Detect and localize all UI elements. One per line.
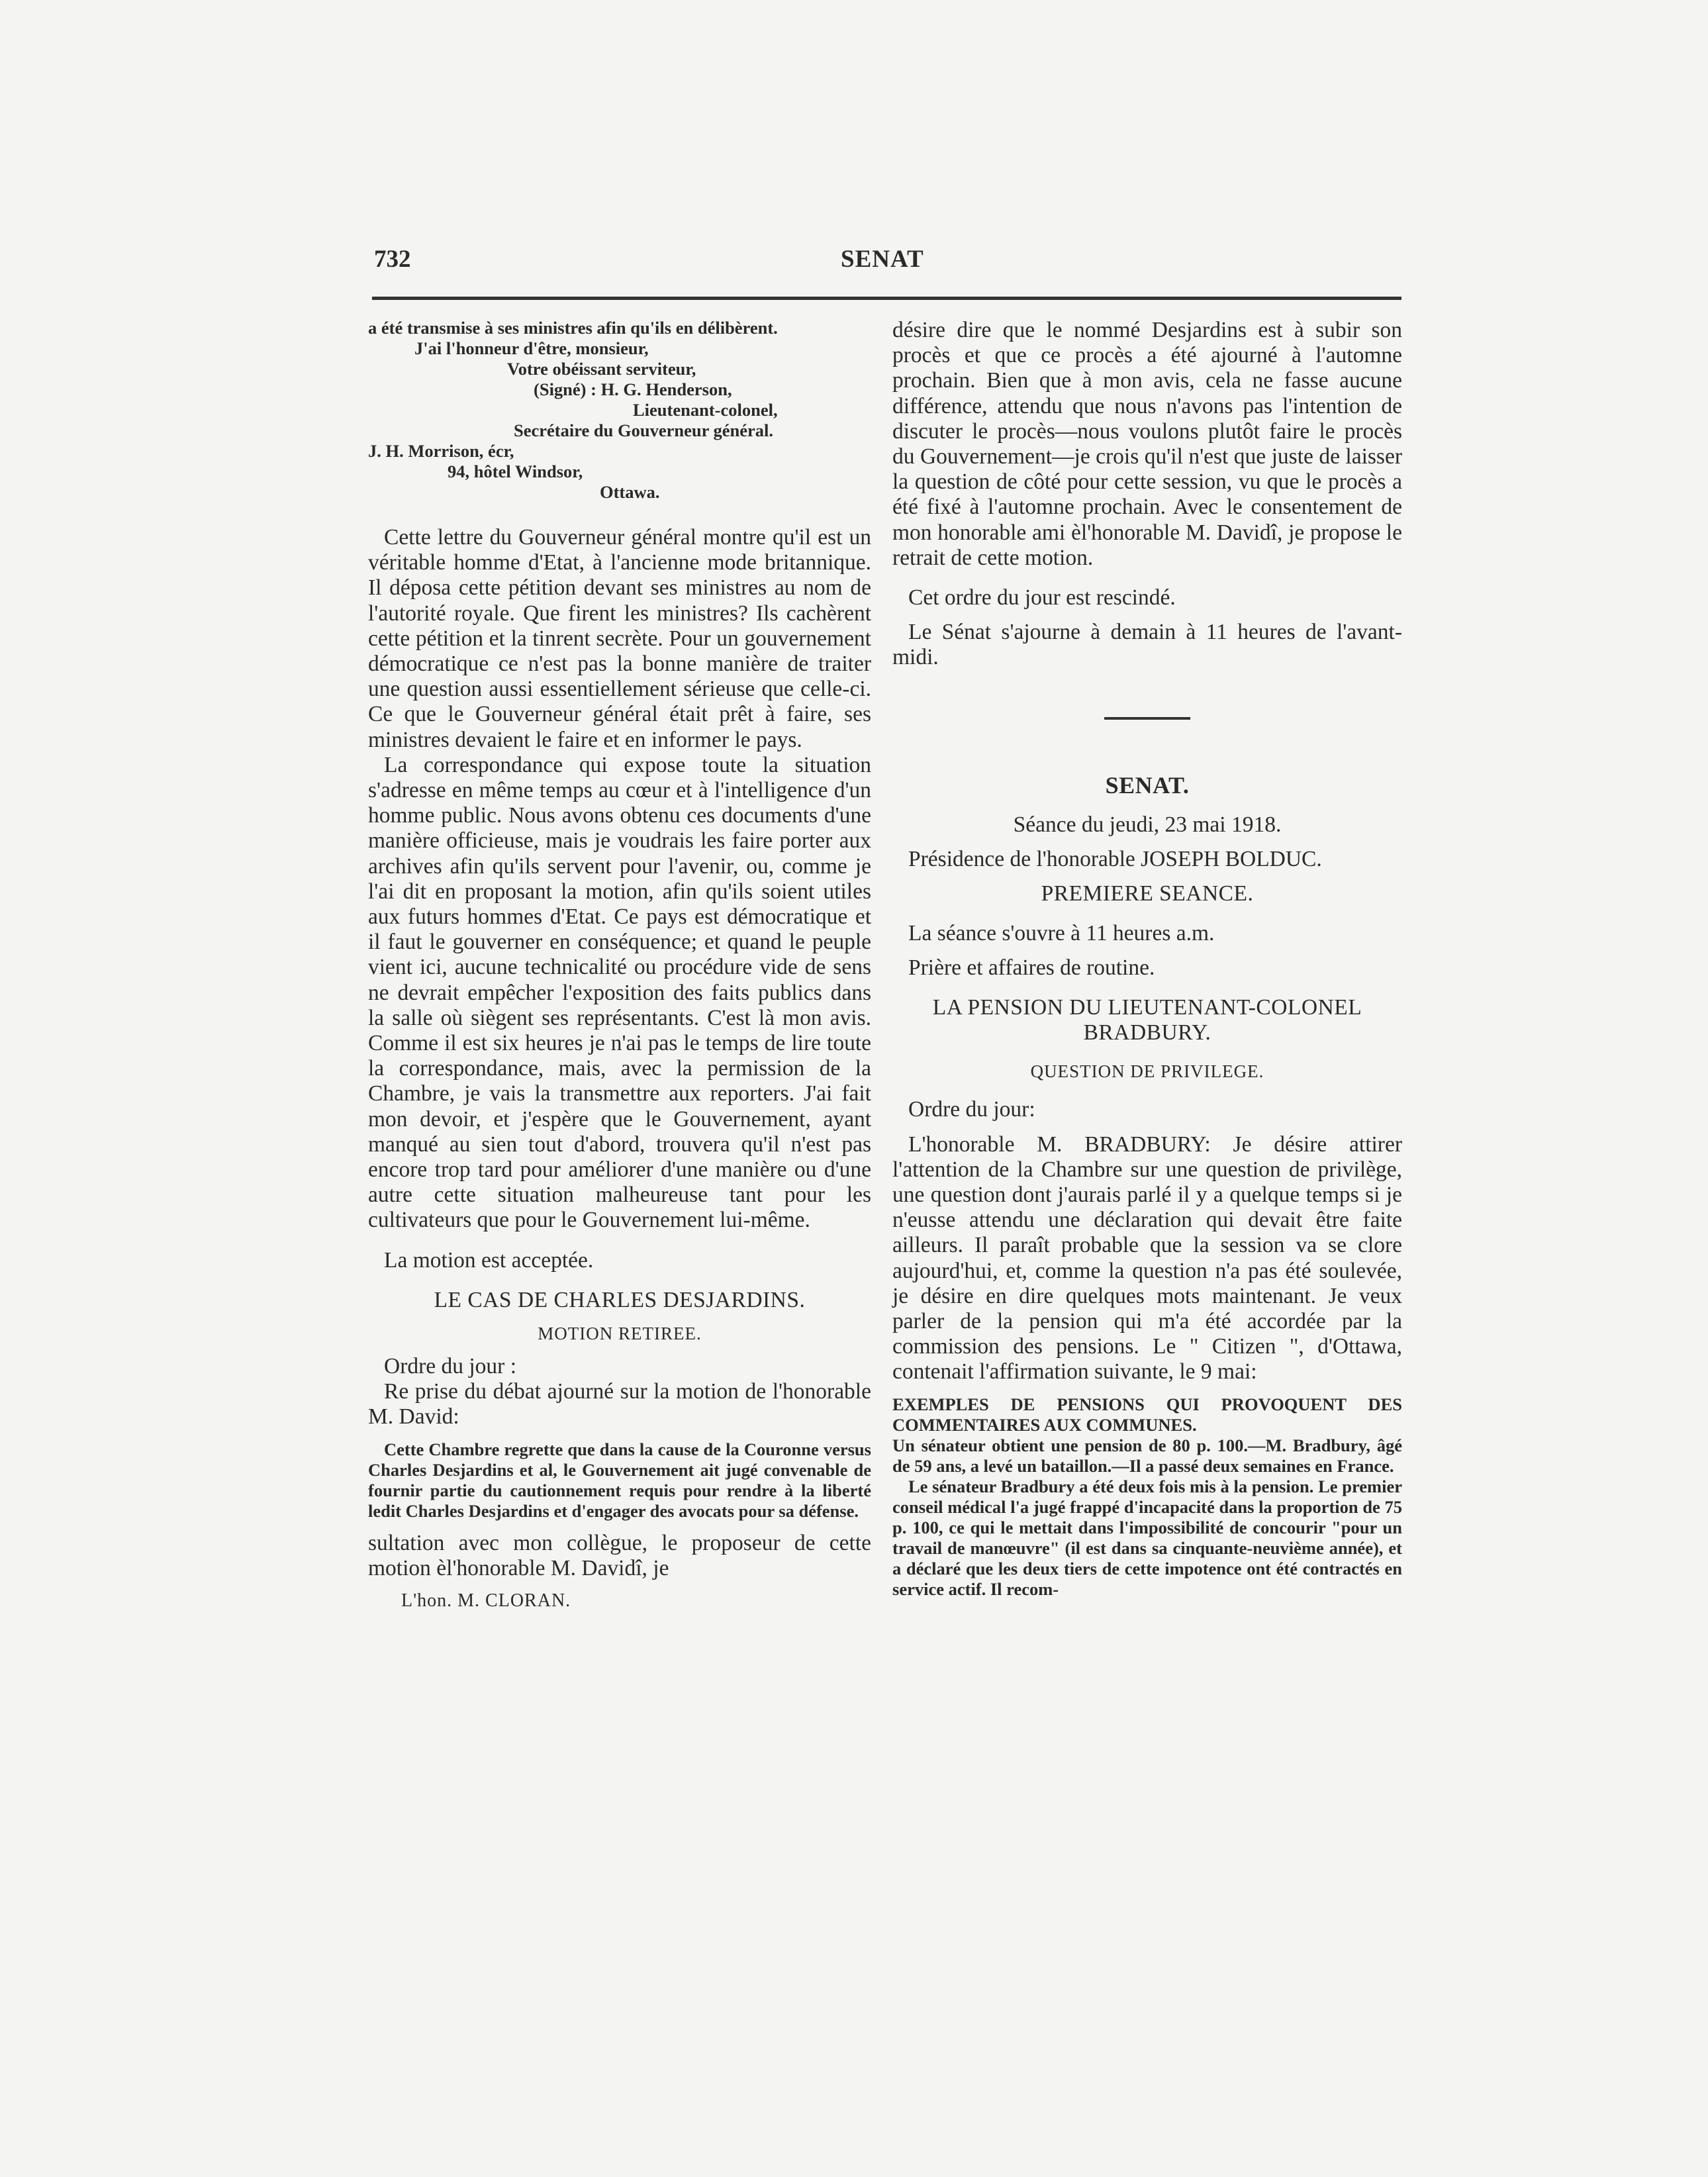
session-date: Séance du jeudi, 23 mai 1918. bbox=[1013, 812, 1282, 837]
rescinded-text: Cet ordre du jour est rescindé. bbox=[908, 585, 1176, 610]
letter-line: Ottawa. bbox=[600, 482, 660, 502]
paragraph: Cette lettre du Gouverneur général montre qu'il est un véritable homme d'Etat, à l'ancienne mode britannique. Il déposa cette pétition devant ses ministres au nom de l'autorité royale. Que firent les ministres? Ils cachèrent cette pétition et la tinrent secrète. Pour un gouvernement démocratique ce n'est pas la bonne manière de traiter une question aussi essentiellement sérieuse que celle-ci. Ce que le Gouverneur général était prêt à faire, ses ministres devaient le faire et en informer le pays. bbox=[368, 525, 871, 752]
quote-heading: EXEMPLES DE PENSIONS QUI PROVOQUENT DES COMMENTAIRES AUX COMMUNES. bbox=[892, 1394, 1402, 1435]
prayer-text: Prière et affaires de routine. bbox=[908, 955, 1155, 981]
letter-line: 94, hôtel Windsor, bbox=[448, 461, 583, 481]
letter-line: a été transmise à ses ministres afin qu'ils en délibèrent. bbox=[368, 318, 778, 338]
paragraph: sultation avec mon collègue, le proposeur de cette motion èl'honorable M. Davidî, je bbox=[368, 1530, 871, 1580]
quote-body: Le sénateur Bradbury a été deux fois mis à la pension. Le premier conseil médical l'a jugé frappé d'incapacité dans la proportion de 75 p. 100, ce qui le mettait dans l'impossibilité de concourir "pour un travail de manœuvre" (il est dans sa cinquante-neuvième année), et a déclaré que les deux tiers de cette impotence ont été contractés en service actif. Il recom- bbox=[892, 1476, 1402, 1599]
page-header-title: SENAT bbox=[841, 246, 924, 273]
letter-line: Lieutenant-colonel, bbox=[633, 400, 778, 420]
motion-accepted: La motion est acceptée. bbox=[384, 1247, 594, 1273]
adjourn-text: Le Sénat s'ajourne à demain à 11 heures de l'avant-midi. bbox=[892, 620, 1402, 670]
left-column bbox=[368, 318, 871, 1611]
letter-line: J'ai l'honneur d'être, monsieur, bbox=[414, 338, 649, 358]
letter-closing bbox=[368, 318, 871, 503]
paragraph: désire dire que le nommé Desjardins est à subir son procès et que ce procès a été ajourné à l'automne prochain. Bien que à mon avis, cela ne fasse aucune différence, attendu que nous n'avons pas l'intention de discuter le procès—nous voulons plutôt faire le procès du Gouvernement—je crois qu'il n'est que juste de laisser la question de côté pour cette session, vu que le procès a été fixé à l'automne prochain. Avec le consentement de mon honorable ami èl'honorable M. Davidî, je propose le retrait de cette motion. bbox=[892, 318, 1402, 570]
presidency-text: Présidence de l'honorable JOSEPH BOLDUC. bbox=[908, 846, 1322, 871]
section-subheading: MOTION RETIREE. bbox=[538, 1323, 702, 1343]
letter-line: (Signé) : H. G. Henderson, bbox=[534, 379, 732, 399]
right-column bbox=[892, 318, 1402, 1600]
letter-line: Votre obéissant serviteur, bbox=[507, 359, 696, 379]
first-sitting-heading: PREMIERE SEANCE. bbox=[1041, 881, 1254, 906]
opening-text: La séance s'ouvre à 11 heures a.m. bbox=[908, 921, 1215, 946]
paragraph: La correspondance qui expose toute la situation s'adresse en même temps au cœur et à l'intelligence d'un homme public. Nous avons obtenu ces documents d'une manière officieuse, mais je voudrais les faire porter aux archives afin qu'ils servent pour l'avenir, ou, comme je l'ai dit en proposant la motion, afin qu'ils soient utiles aux futurs hommes d'Etat. Ce pays est démocratique et il faut le gouverner en conséquence; et quand le peuple vient ici, aucune technicalité ou procédure vide de sens ne devrait empêcher l'exposition des faits publics dans la salle où siègent ses représentants. C'est là mon avis. Comme il est six heures je n'ai pas le temps de lire toute la correspondance, mais, avec la permission de la Chambre, je vais la transmettre aux reporters. J'ai fait mon devoir, et j'espère que le Gouvernement, ayant manqué au sien tout d'abord, trouvera qu'il n'est pas encore trop tard pour améliorer d'une manière ou d'une autre cette situation malheureuse tant pour les cultivateurs que pour le Gouvernement lui-même. bbox=[368, 752, 871, 1233]
page-number: 732 bbox=[374, 246, 411, 273]
privilege-heading: QUESTION DE PRIVILEGE. bbox=[1030, 1061, 1264, 1082]
quote-subheading: Un sénateur obtient une pension de 80 p. 100.—M. Bradbury, âgé de 59 ans, a levé un bataillon.—Il a passé deux semaines en France. bbox=[892, 1435, 1402, 1476]
order-of-day: Ordre du jour : bbox=[384, 1353, 517, 1379]
letter-line: J. H. Morrison, écr, bbox=[368, 441, 514, 461]
header-rule bbox=[372, 297, 1401, 300]
bradbury-speech: L'honorable M. BRADBURY: Je désire attirer l'attention de la Chambre sur une question de privilège, une question dont j'aurais parlé il y a quelque temps si je n'eusse attendu une déclaration qui devait être faite ailleurs. Il paraît probable que la session va se clore aujourd'hui, et, comme la question n'a pas été soulevée, je désire en dire quelques mots maintenant. Je veux parler de la pension qui m'a été accordée par la commission des pensions. Le " Citizen ", d'Ottawa, contenait l'affirmation suivante, le 9 mai: bbox=[892, 1132, 1402, 1384]
senate-heading: SENAT. bbox=[1105, 771, 1190, 798]
letter-line: Secrétaire du Gouverneur général. bbox=[514, 420, 774, 440]
motion-text: Cette Chambre regrette que dans la cause de la Couronne versus Charles Desjardins et al, le Gouvernement ait jugé convenable de fournir partie du cautionnement requis pour rendre à la liberté ledit Charles Desjardins et d'engager des avocats pour sa défense. bbox=[368, 1439, 871, 1521]
order-of-day: Ordre du jour: bbox=[908, 1097, 1035, 1122]
resumption-text: Re prise du débat ajourné sur la motion de l'honorable M. David: bbox=[368, 1379, 871, 1429]
speaker-name: L'hon. M. CLORAN. bbox=[401, 1590, 571, 1611]
section-heading: LE CAS DE CHARLES DESJARDINS. bbox=[434, 1287, 806, 1312]
pension-heading: LA PENSION DU LIEUTENANT-COLONEL BRADBURY. bbox=[932, 995, 1362, 1045]
